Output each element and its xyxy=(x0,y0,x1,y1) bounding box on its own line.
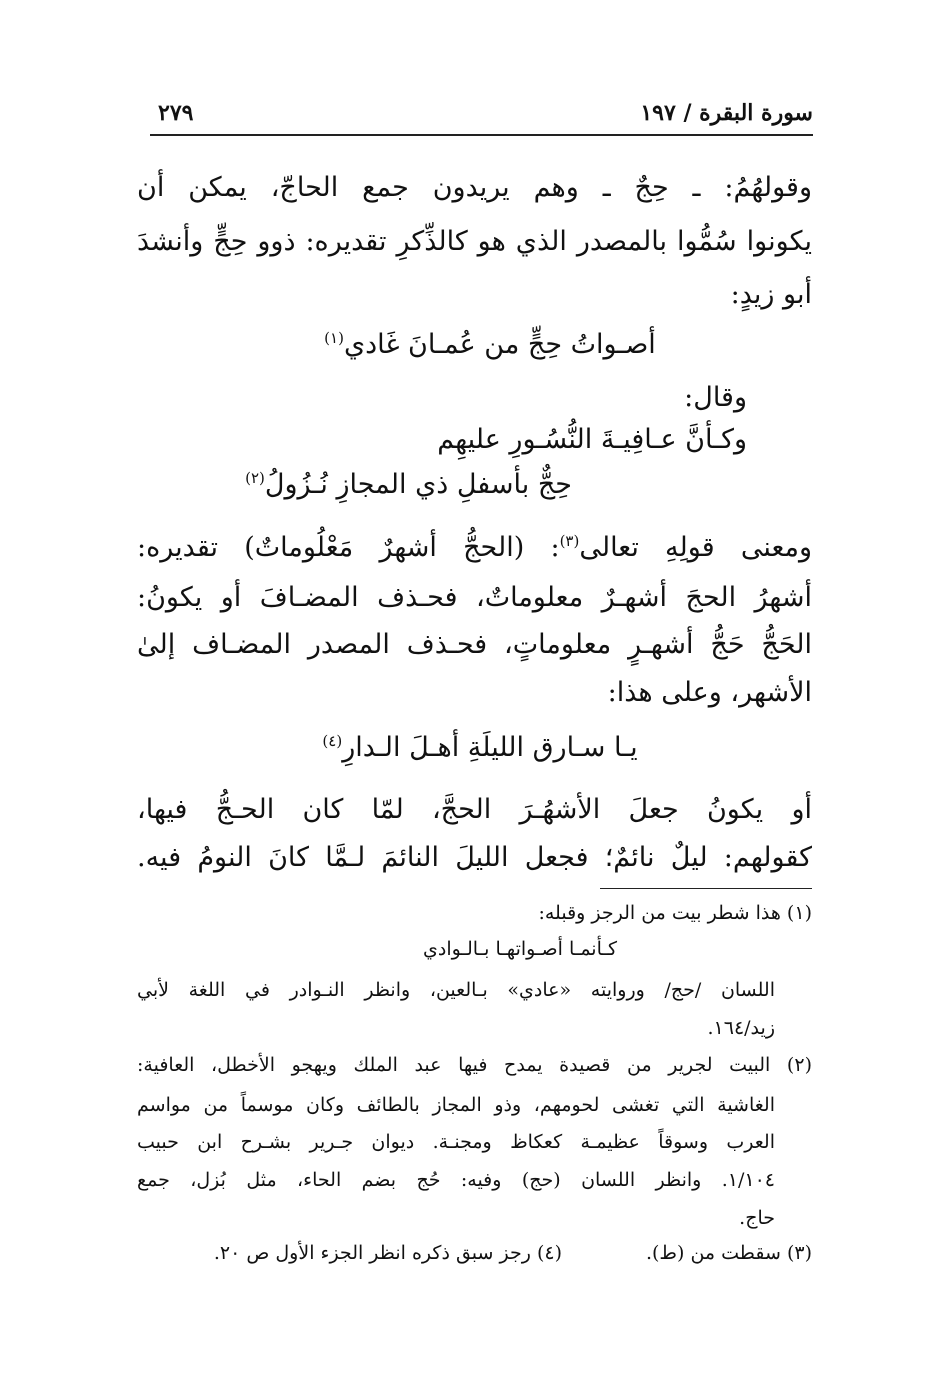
body-line: يكونوا سُمُّوا بالمصدر الذي هو كالذِّكرِ تقديره: ذوو حِجٍّ وأنشدَ xyxy=(137,226,812,257)
footnote-line: ١/١٠٤. وانظر اللسان (حج) وفيه: حُج بضم الحاء، مثل بُزل، جمع xyxy=(137,1169,775,1191)
body-line: وقال: xyxy=(684,382,747,413)
footnote-line: العرب وسوقاً عظيمـة كعكاظ ومجنـة. ديوان جـرير بشـرح ابن حبيب xyxy=(137,1131,775,1153)
footnote-line: الغاشية التي تغشى لحومهم، وذو المجاز بالطائف وكان موسماً من مواسم xyxy=(137,1094,775,1116)
body-line: وقولهُمُ: ـ حِجٌ ـ وهم يريدون جمع الحاجّ، يمكن أن xyxy=(137,172,812,203)
body-line: الأشهر، وعلى هذا: xyxy=(607,677,812,708)
footnote-line: زيد/١٦٤. xyxy=(707,1017,775,1039)
body-line xyxy=(137,528,812,568)
running-header xyxy=(150,98,813,136)
surah-title: سورة البقرة / ١٩٧ xyxy=(640,100,813,126)
footnote-ref: (٢) xyxy=(245,469,265,487)
verse-line xyxy=(245,465,572,505)
footnote-ref: (١) xyxy=(324,329,344,347)
body-text: ومعنى قولِهِ تعالى xyxy=(579,532,813,563)
footnote-4: (٤) رجز سبق ذكره انظر الجزء الأول ص ٢٠. xyxy=(213,1242,562,1264)
footnote-line: حاج. xyxy=(739,1207,775,1229)
body-line: أبو زيدٍ: xyxy=(730,279,812,310)
footnote-2: (٢) البيت لجرير من قصيدة يمدح فيها عبد الملك ويهجو الأخطل، العافية: xyxy=(137,1054,812,1076)
page-number: ٢٧٩ xyxy=(158,100,194,126)
body-line: أو يكونُ جعلَ الأشهُـرَ الحجَّ، لمّا كان الحـجُّ فيها، xyxy=(137,794,812,825)
footnote-separator xyxy=(600,888,812,889)
footnote-line: اللسان /حج/ وروايته «عادي» بـالعين، وانظر النـوادر في اللغة لأبي xyxy=(137,979,775,1001)
body-line: كقولهم: ليلٌ نائمٌ؛ فجعل الليلَ النائمَ لـمَّا كانَ النومُ فيه. xyxy=(137,842,812,873)
verse-text: يـا سـارق الليلَةِ أهـلَ الـدارِ xyxy=(342,732,638,763)
body-line: أشهرُ الحجَ أشهـرٌ معلوماتٌ، فحـذف المضـافَ أو يكونُ: xyxy=(137,582,812,613)
verse-line xyxy=(240,728,720,768)
footnote-1: (١) هذا شطر بيت من الرجز وقبله: xyxy=(538,902,812,924)
verse-text: حِجٌّ بأسفلِ ذي المجازِ نُـزُولُ xyxy=(264,469,572,500)
footnote-ref: (٤) xyxy=(322,732,343,750)
body-text: : (الحجُّ أشهرٌ مَعْلُوماتٌ) تقديره: xyxy=(137,532,560,563)
verse-line: وكـأنَّ عـافِيـةَ النُّسُـورِ عليهِم xyxy=(437,424,747,455)
footnote-verse: كـأنمـا أصـواتهـا بـالـوادي xyxy=(422,938,617,960)
body-line: الحَجُّ حَجُّ أشهـرٍ معلوماتٍ، فحـذف المصدر المضـاف إلىٰ xyxy=(137,629,812,660)
verse-text: أصـواتُ حِجٍّ من عُمـانَ غَادي xyxy=(343,329,656,360)
footnote-3: (٣) سقطت من (ط). xyxy=(645,1242,812,1264)
verse-line xyxy=(250,325,730,365)
footnote-ref: (٣) xyxy=(559,532,580,550)
